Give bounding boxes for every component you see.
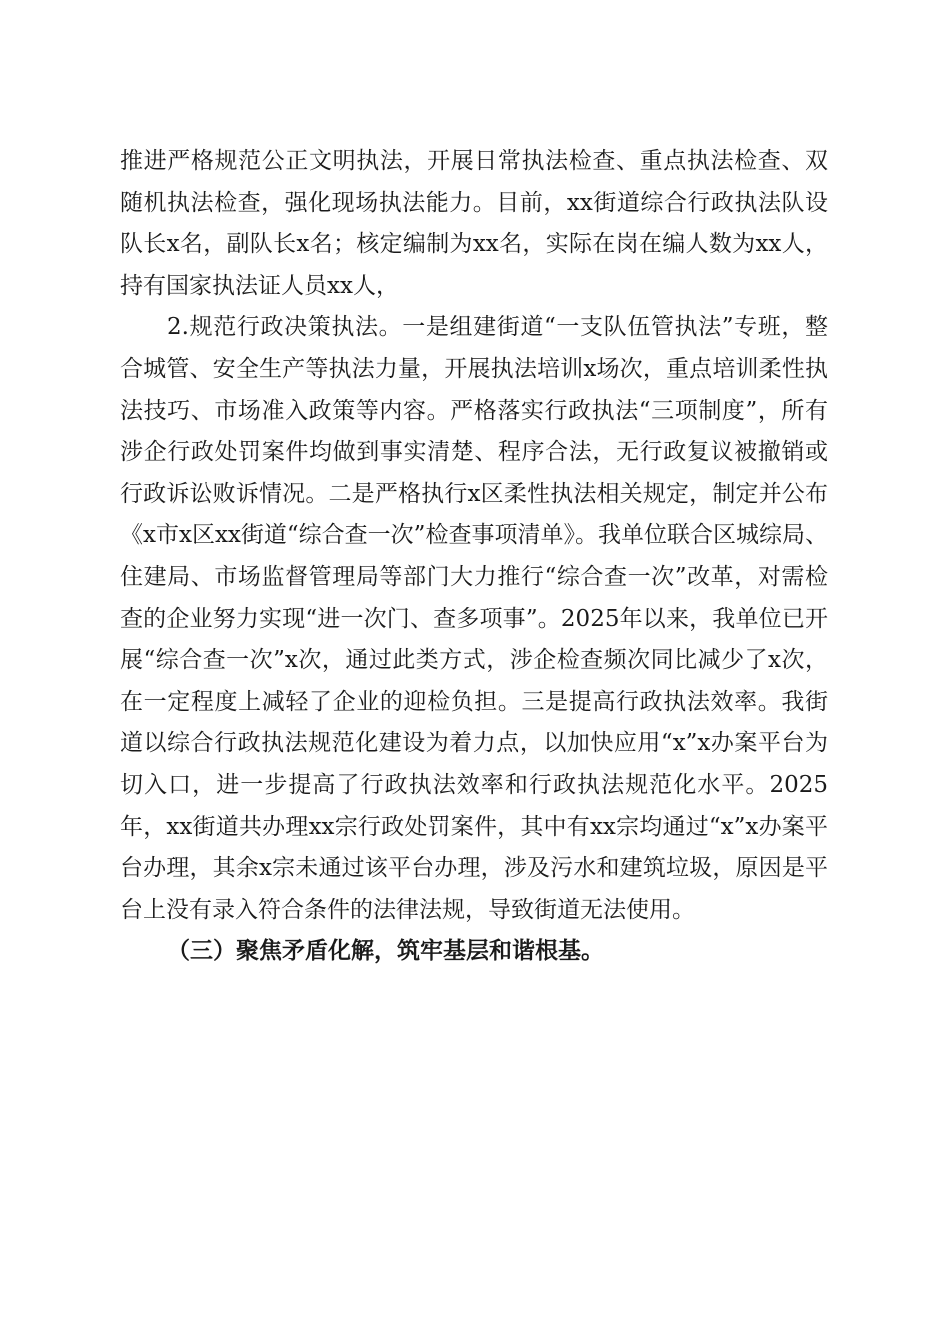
paragraph-administrative-decision-enforcement: 2.规范行政决策执法。一是组建街道“一支队伍管执法”专班，整合城管、安全生产等执法力量，开展执法培训x场次，重点培训柔性执法技巧、市场准入政策等内容。严格落实行政执法“三项制度”，所有涉企行政处罚案件均做到事实清楚、程序合法，无行政复议被撤销或行政诉讼败诉情况。二是严格执行x区柔性执法相关规定，制定并公布《x市x区xx街道“综合查一次”检查事项清单》。我单位联合区城综局、住建局、市场监督管理局等部门大力推行“综合查一次”改革，对需检查的企业努力实现“进一次门、查多项事”。2025年以来，我单位已开展“综合查一次”x次，通过此类方式，涉企检查频次同比减少了x次，在一定程度上减轻了企业的迎检负担。三是提高行政执法效率。我街道以综合行政执法规范化建设为着力点，以加快应用“x”x办案平台为切入口，进一步提高了行政执法效率和行政执法规范化水平。2025年，xx街道共办理xx宗行政处罚案件，其中有xx宗均通过“x”x办案平台办理，其余x宗未通过该平台办理，涉及污水和建筑垃圾，原因是平台上没有录入符合条件的法律法规，导致街道无法使用。 bbox=[120, 314, 828, 923]
section-heading: （三）聚焦矛盾化解，筑牢基层和谐根基。 bbox=[167, 938, 604, 965]
paragraph-enforcement-continuation: 推进严格规范公正文明执法，开展日常执法检查、重点执法检查、双随机执法检查，强化现场执法能力。目前，xx街道综合行政执法队设队长x名，副队长x名；核定编制为xx名，实际在岗在编人数为xx人，持有国家执法证人员xx人， bbox=[120, 148, 828, 299]
document-body bbox=[120, 141, 828, 973]
